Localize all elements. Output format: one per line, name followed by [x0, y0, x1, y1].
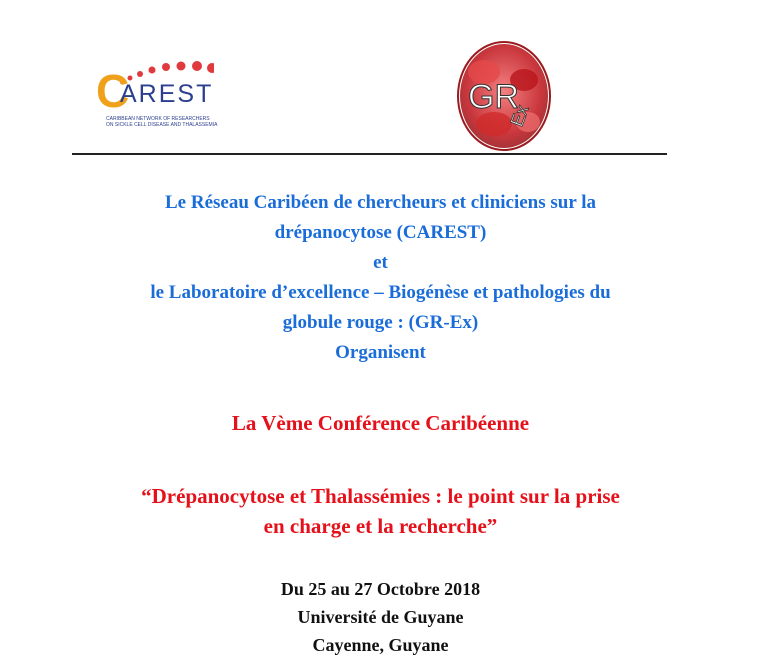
event-dates: Du 25 au 27 Octobre 2018 [280, 579, 481, 599]
intro-line-4: le Laboratoire d’excellence – Biogénèse et pathologies du [150, 282, 611, 303]
carest-logo-letter: C [96, 65, 130, 117]
grex-logo [454, 40, 554, 152]
intro-line-6: Organisent [335, 342, 426, 363]
grex-logo-gr: GR [468, 78, 519, 116]
conference-title: La Vème Conférence Caribéenne [231, 411, 530, 435]
grex-logo-ex: Ex [506, 102, 533, 130]
event-location: Cayenne, Guyane [312, 635, 449, 655]
carest-logo [96, 58, 246, 138]
carest-logo-word: AREST [120, 80, 214, 108]
logo-header [0, 0, 761, 160]
intro-line-3: et [373, 252, 388, 273]
intro-line-1: Le Réseau Caribéen de chercheurs et cliniciens sur la [165, 192, 596, 213]
event-venue: Université de Guyane [297, 607, 464, 627]
theme-line-2: en charge et la recherche” [263, 514, 498, 538]
intro-line-2: drépanocytose (CAREST) [274, 222, 487, 243]
conference-theme [0, 481, 761, 541]
organizers-intro [0, 188, 761, 368]
event-details [0, 575, 761, 659]
carest-logo-tagline [106, 116, 246, 128]
intro-line-5: globule rouge : (GR-Ex) [282, 312, 479, 333]
carest-tagline-line-1: CARIBBEAN NETWORK OF RESEARCHERS [106, 116, 210, 122]
header-divider [72, 153, 667, 155]
carest-tagline-line-2: ON SICKLE CELL DISEASE AND THALASSEMIA [106, 122, 218, 128]
theme-line-1: “Drépanocytose et Thalassémies : le point sur la prise [141, 484, 620, 508]
